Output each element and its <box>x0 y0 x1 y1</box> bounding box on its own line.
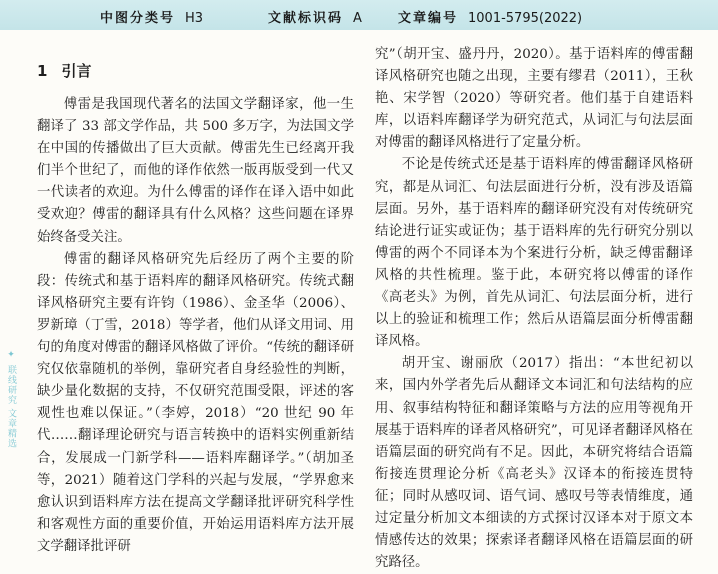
clc-value: H3 <box>185 11 204 26</box>
header-band <box>0 0 718 30</box>
doc-code-value: A <box>353 11 362 26</box>
clc-meta <box>100 7 203 26</box>
paragraph: 不论是传统式还是基于语料库的傅雷翻译风格研究，都是从词汇、句法层面进行分析，没有涉及语篇层面。另外，基于语料库的翻译研究没有对传统研究结论进行证实或证伪；基于语料库的先行研究分别以傅雷的两个不同译本为个案进行分析，缺乏傅雷翻译风格的共性梳理。鉴于此，本研究将以傅雷的译作《高老头》为例，首先从词汇、句法层面分析，进行以上的验证和梳理工作；然后从语篇层面分析傅雷翻译风格。 <box>375 157 693 350</box>
doc-code-meta <box>268 7 362 26</box>
article-no-meta <box>398 7 582 26</box>
margin-watermark: ✦ 联线研究 文章精选 <box>6 350 16 449</box>
article-no-value: 1001-5795(2022) <box>468 11 583 26</box>
section-heading <box>37 60 354 82</box>
clc-label: 中图分类号 <box>100 11 176 26</box>
left-column <box>37 60 354 558</box>
paragraph: 傅雷的翻译风格研究先后经历了两个主要的阶段：传统式和基于语料库的翻译风格研究。传统式翻译风格研究主要有许钧（1986）、金圣华（2006）、罗新璋（丁雪，2018）等学者，他们从译文用词、用句的角度对傅雷的翻译风格做了评价。“传统的翻译研究仅依靠随机的举例，靠研究者自身经验性的判断，缺少量化数据的支持，不仅研究范围受限，评述的客观性也难以保证。”（李婷，2018）“20 世纪 90 年代……翻译理论研究与语言转换中的语料实例重新结合，发展成一门新学科——语料库翻译学。”（胡加圣等，2021）随着这门学科的兴起与发展，“学界愈来愈认识到语料库方法在提高文学翻译批评研究科学性和客观性方面的重要价值，开始运用语料库方法开展文学翻译批评研 <box>37 251 354 554</box>
doc-code-label: 文献标识码 <box>268 11 344 26</box>
section-number: 1 <box>37 62 48 80</box>
section-title: 引言 <box>61 62 92 80</box>
article-no-label: 文章编号 <box>398 11 459 26</box>
paragraph: 傅雷是我国现代著名的法国文学翻译家，他一生翻译了 33 部文学作品，共 500 多万字，为法国文学在中国的传播做出了巨大贡献。傅雷先生已经离开我们半个世纪了，而他的译作依然一版再版受到一代又一代读者的欢迎。为什么傅雷的译作在译入语中如此受欢迎？傅雷的翻译具有什么风格？这些问题在译界始终备受关注。 <box>37 97 354 245</box>
paragraph: 究”（胡开宝、盛丹丹，2020）。基于语料库的傅雷翻译风格研究也随之出现，主要有缪君（2011），王秋艳、宋学智（2020）等研究者。他们基于自建语料库，以语料库翻译学为研究范式，从词汇与句法层面对傅雷的翻译风格进行了定量分析。 <box>375 47 693 151</box>
right-column <box>375 44 693 574</box>
paragraph: 胡开宝、谢丽欣（2017）指出：“本世纪初以来，国内外学者先后从翻译文本词汇和句法结构的应用、叙事结构特征和翻译策略与方法的应用等视角开展基于语料库的译者风格研究”，可见译者翻译风格在语篇层面的研究尚有不足。因此，本研究将结合语篇衔接连贯理论分析《高老头》汉译本的衔接连贯特征；同时从感叹词、语气词、感叹号等表情维度，通过定量分析加文本细读的方式探讨汉译本对于原文本情感传达的效果；探索译者翻译风格在语篇层面的研究路径。 <box>375 356 693 571</box>
